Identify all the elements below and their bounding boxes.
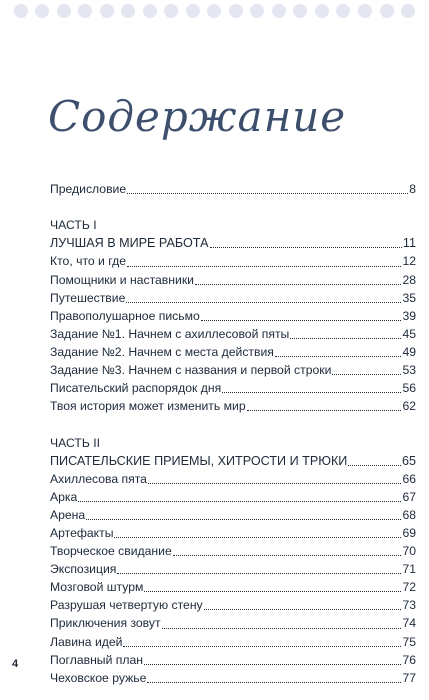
toc-entry[interactable] (50, 252, 416, 270)
dot-leader (114, 533, 401, 538)
decorative-dot (250, 4, 264, 18)
toc-entry-label: Артефакты (50, 525, 114, 540)
toc-entry-page: 62 (402, 399, 416, 414)
toc-entry[interactable] (50, 343, 416, 361)
toc-entry[interactable] (50, 307, 416, 325)
toc-entry[interactable] (50, 578, 416, 596)
dot-leader (348, 461, 401, 466)
toc-entry-label: Помощники и наставники (50, 272, 194, 287)
toc-entry-page: 72 (402, 580, 416, 595)
toc-entry-page: 45 (402, 326, 416, 341)
toc-entry-label: Задание №1. Начнем с ахиллесовой пяты (50, 326, 290, 341)
toc-entry-page: 53 (402, 363, 416, 378)
toc-entry[interactable] (50, 560, 416, 578)
decorative-dot (143, 4, 157, 18)
toc-entry[interactable] (50, 596, 416, 614)
toc-entry-label: Творческое свидание (50, 544, 172, 559)
toc-entry-page: 76 (402, 652, 416, 667)
decorative-dot (272, 4, 286, 18)
toc-entry-page: 35 (402, 290, 416, 305)
toc-entry-page: 49 (402, 344, 416, 359)
decorative-dot (380, 4, 394, 18)
toc-entry[interactable] (50, 379, 416, 397)
dot-leader (78, 497, 401, 502)
dot-leader (117, 569, 401, 574)
decorative-dot (100, 4, 114, 18)
dot-leader (247, 406, 402, 411)
decorative-dot (315, 4, 329, 18)
toc-entry[interactable] (50, 325, 416, 343)
toc-entry-label: Арка (50, 489, 78, 504)
dot-leader (275, 352, 402, 357)
dot-leader (222, 388, 401, 393)
toc-entry[interactable] (50, 633, 416, 651)
part-label: ЧАСТЬ I (50, 218, 97, 233)
toc-entry-page: 70 (402, 544, 416, 559)
dot-leader (147, 678, 401, 683)
dot-leader (127, 189, 408, 194)
toc-section-label: ЛУЧШАЯ В МИРЕ РАБОТА (50, 236, 209, 251)
decorative-dot (293, 4, 307, 18)
dot-leader (162, 624, 402, 629)
toc-entry-label: Предисловие (50, 182, 127, 196)
dot-leader (195, 280, 401, 285)
toc-entry-label: Ахиллесова пята (50, 471, 147, 486)
decorative-dot (229, 4, 243, 18)
decorative-dot (14, 4, 28, 18)
toc-entry-label: Поглавный план (50, 652, 143, 667)
decorative-dot (336, 4, 350, 18)
dot-leader (332, 370, 401, 375)
toc-section-entry[interactable] (50, 234, 416, 252)
toc-entry-page: 69 (402, 525, 416, 540)
toc-entry-label: Писательский распорядок дня (50, 381, 222, 396)
decorative-dot-border (0, 0, 429, 22)
dot-leader (144, 587, 401, 592)
toc-entry-page: 75 (402, 634, 416, 649)
toc-entry[interactable] (50, 651, 416, 669)
toc-entry-page: 8 (409, 182, 416, 196)
decorative-dot (401, 4, 415, 18)
toc-section-entry[interactable] (50, 452, 416, 470)
page-number: 4 (12, 658, 19, 670)
toc-entry-label: Чеховское ружье (50, 670, 147, 685)
toc-entry-page: 74 (402, 616, 416, 631)
decorative-dot (186, 4, 200, 18)
toc-entry-label: Твоя история может изменить мир (50, 399, 246, 414)
decorative-dot (57, 4, 71, 18)
part-label: ЧАСТЬ II (50, 435, 100, 450)
toc-entry[interactable] (50, 271, 416, 289)
toc-entry-page: 56 (402, 381, 416, 396)
dot-leader (144, 660, 401, 665)
toc-entry-page: 73 (402, 598, 416, 613)
toc-entry-label: Путешествие (50, 290, 126, 305)
dot-leader (86, 515, 401, 520)
toc-entry[interactable] (50, 397, 416, 415)
dot-leader (148, 479, 401, 484)
decorative-dot (164, 4, 178, 18)
dot-leader (126, 298, 401, 303)
toc-entry[interactable] (50, 614, 416, 632)
toc-entry-page: 11 (402, 236, 416, 251)
toc-entry-label: Арена (50, 507, 86, 522)
toc-entry[interactable] (50, 506, 416, 524)
toc-entry[interactable] (50, 542, 416, 560)
toc-entry-preface[interactable] (50, 180, 416, 198)
toc-section-label: ПИСАТЕЛЬСКИЕ ПРИЕМЫ, ХИТРОСТИ И ТРЮКИ (50, 453, 348, 468)
toc-entry-page: 39 (402, 308, 416, 323)
toc-entry-page: 68 (402, 507, 416, 522)
toc-entry-page: 71 (402, 562, 416, 577)
toc-entry-page: 65 (401, 453, 416, 468)
toc-entry-page: 77 (402, 670, 416, 685)
toc-entry-label: Экспозиция (50, 562, 117, 577)
decorative-dot (121, 4, 135, 18)
toc-entry-label: Задание №2. Начнем с места действия (50, 344, 274, 359)
toc-entry[interactable] (50, 669, 416, 687)
dot-leader (127, 262, 401, 267)
decorative-dot (35, 4, 49, 18)
toc-entry-page: 28 (402, 272, 416, 287)
toc-entry-label: Лавина идей (50, 634, 123, 649)
table-of-contents (50, 180, 416, 687)
toc-entry[interactable] (50, 488, 416, 506)
decorative-dot (207, 4, 221, 18)
toc-entry[interactable] (50, 289, 416, 307)
dot-leader (173, 551, 402, 556)
toc-entry-label: Приключения зовут (50, 616, 161, 631)
toc-entry[interactable] (50, 524, 416, 542)
toc-entry-page: 12 (402, 254, 416, 269)
decorative-dot (358, 4, 372, 18)
dot-leader (201, 316, 402, 321)
toc-entry-page: 67 (402, 489, 416, 504)
toc-entry-label: Кто, что и где (50, 254, 127, 269)
dot-leader (290, 334, 401, 339)
toc-entry-label: Разрушая четвертую стену (50, 598, 203, 613)
toc-entry-label: Правополушарное письмо (50, 308, 200, 323)
decorative-dot (78, 4, 92, 18)
toc-entry-label: Задание №3. Начнем с названия и первой строки (50, 363, 332, 378)
dot-leader (210, 243, 402, 248)
toc-entry-page: 66 (402, 471, 416, 486)
dot-leader (204, 605, 402, 610)
toc-entry[interactable] (50, 470, 416, 488)
toc-entry-label: Мозговой штурм (50, 580, 144, 595)
toc-entry[interactable] (50, 361, 416, 379)
page-title: Содержание (48, 92, 347, 141)
dot-leader (123, 642, 401, 647)
